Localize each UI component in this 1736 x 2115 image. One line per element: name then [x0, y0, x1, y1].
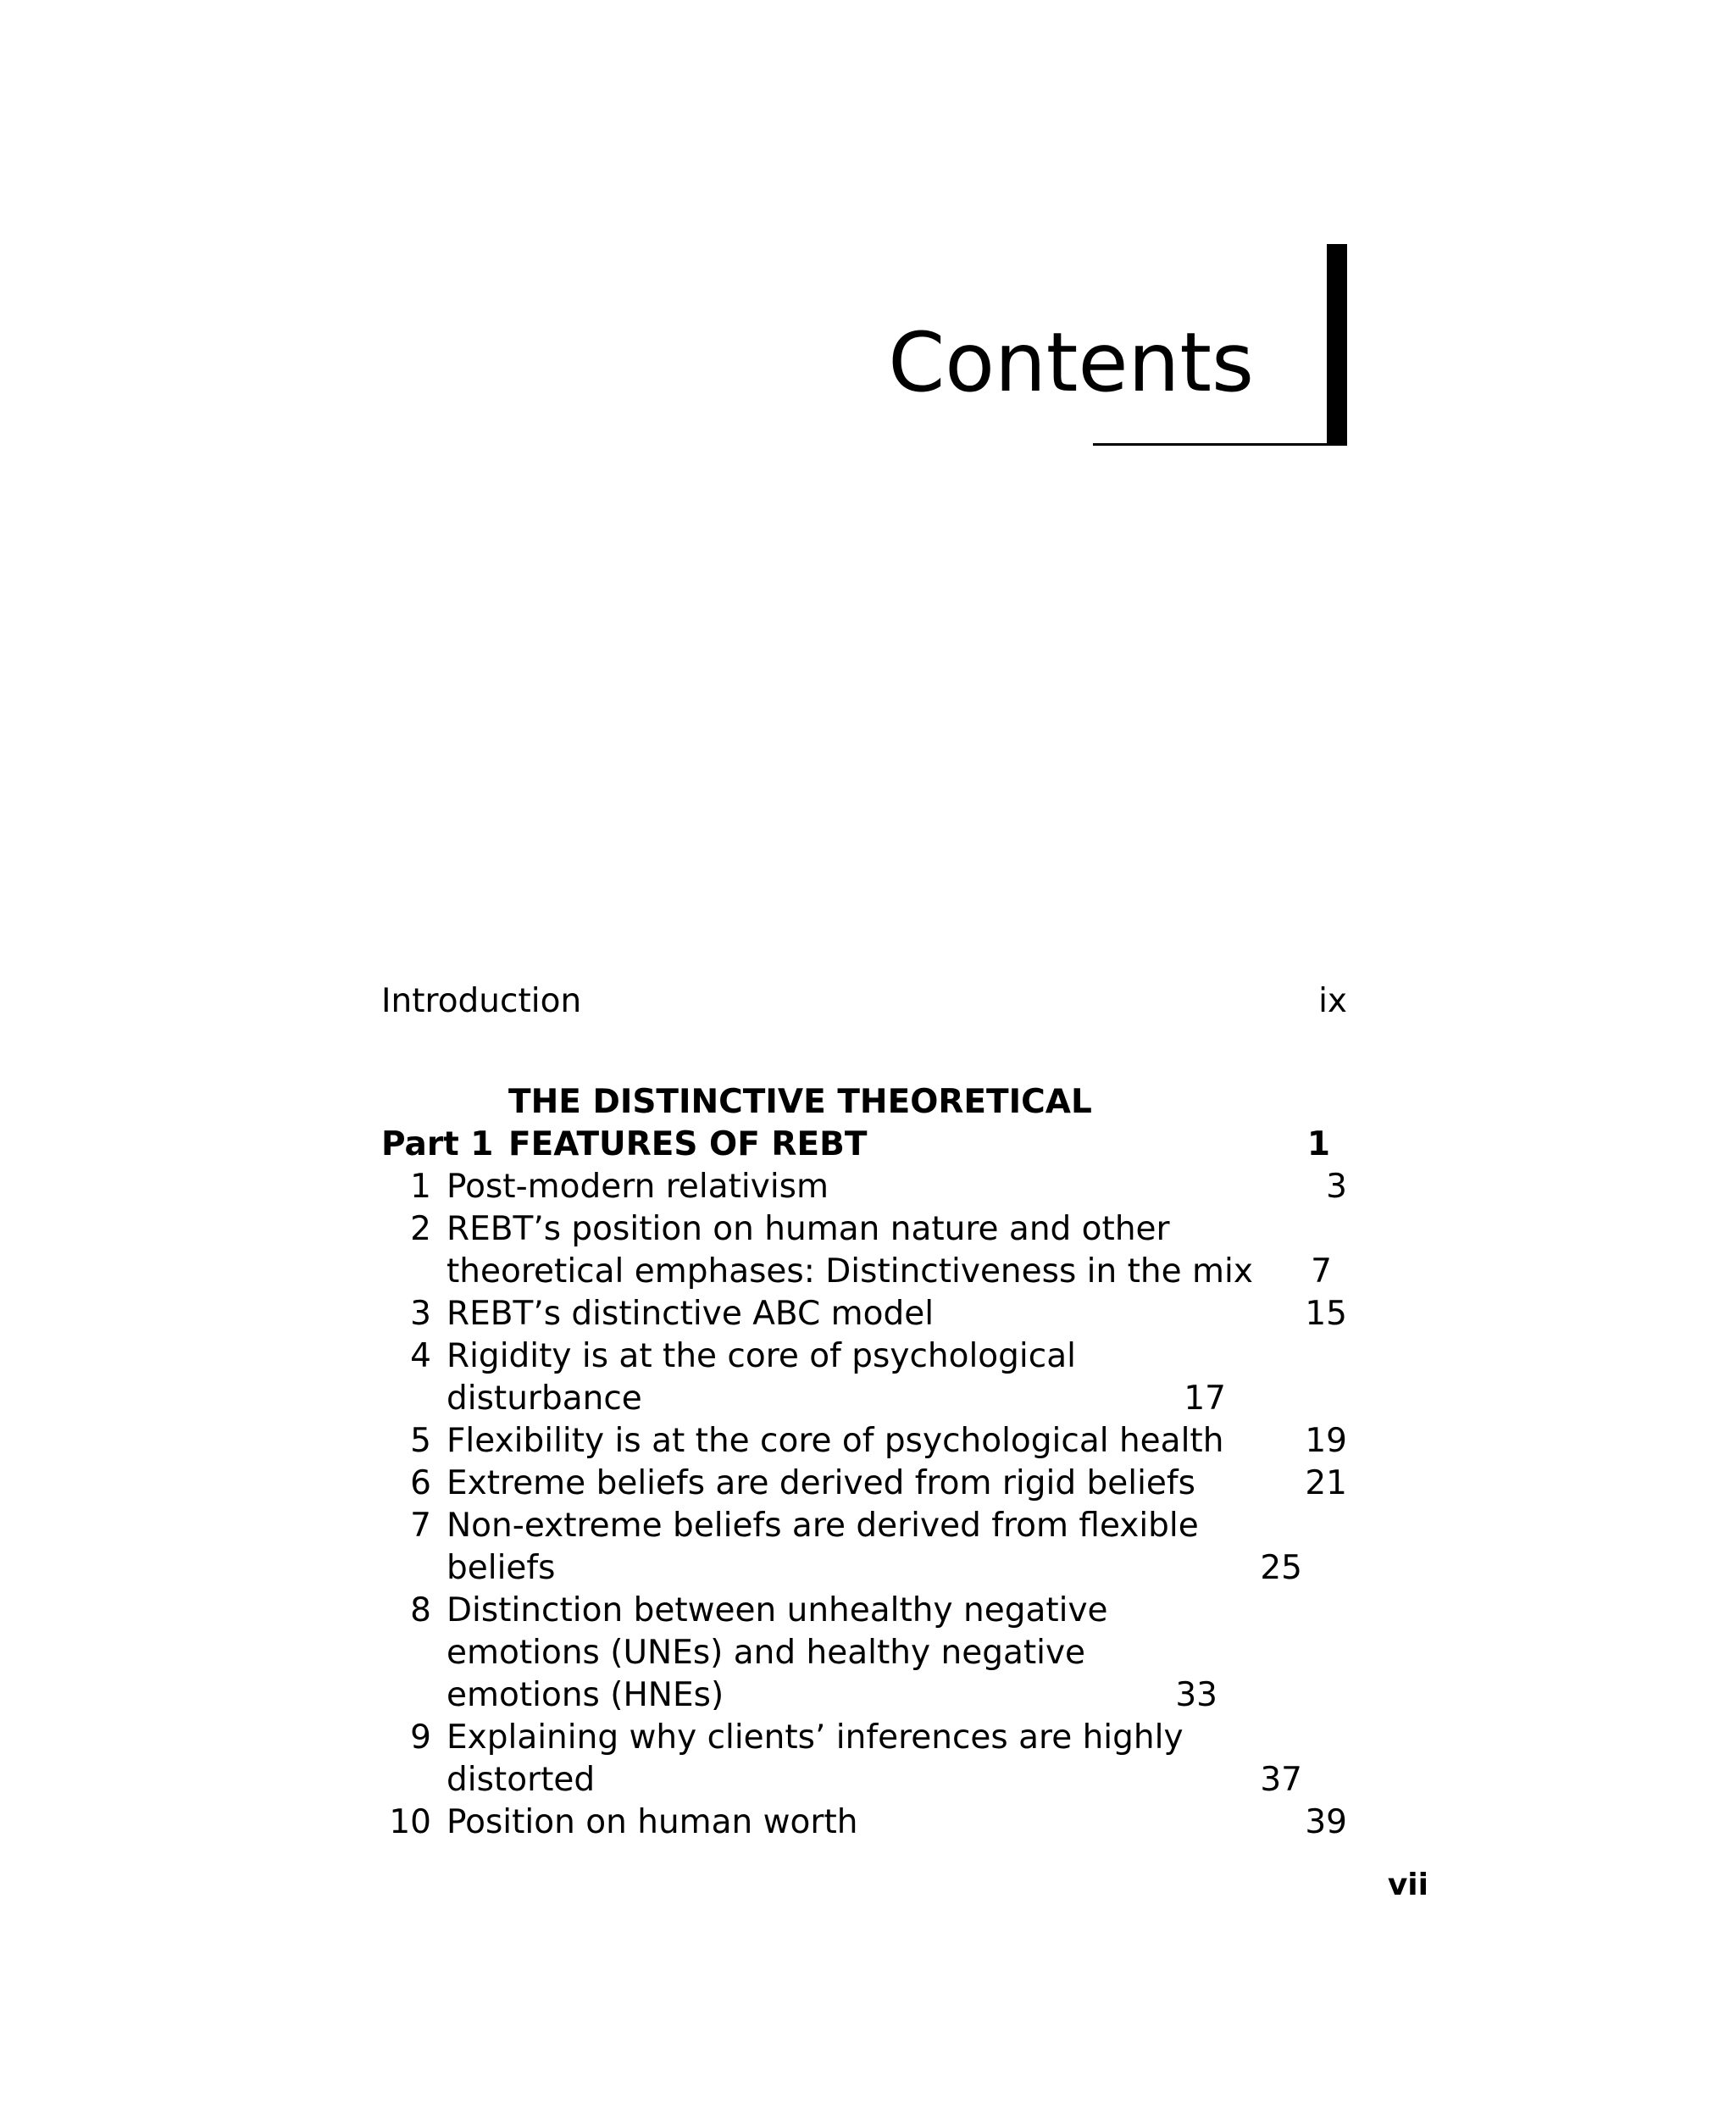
- page-title: Contents: [888, 315, 1254, 410]
- chapter-number: 4: [410, 1337, 431, 1375]
- title-decorative-bar: [1327, 244, 1347, 446]
- chapter-number: 9: [410, 1718, 431, 1757]
- chapter-title: REBT’s distinctive ABC model: [446, 1295, 935, 1333]
- part-page: 1: [1306, 1125, 1330, 1163]
- part-label: Part 1: [381, 1125, 494, 1163]
- chapter-page: 33: [1175, 1676, 1217, 1714]
- chapter-page: 17: [1184, 1379, 1226, 1418]
- toc-chapter-10[interactable]: [381, 1801, 1347, 1844]
- chapter-number: 2: [410, 1210, 431, 1248]
- chapter-page: 7: [1311, 1252, 1332, 1291]
- chapter-page: 15: [1305, 1295, 1347, 1333]
- toc-chapter-7[interactable]: [381, 1505, 1347, 1590]
- chapter-title: Non-extreme beliefs are derived from flexible beliefs: [446, 1507, 1199, 1587]
- chapter-page: 39: [1305, 1803, 1347, 1841]
- toc-part-heading[interactable]: [381, 1081, 1347, 1166]
- chapter-page: 21: [1305, 1464, 1347, 1502]
- toc-chapter-9[interactable]: [381, 1717, 1347, 1801]
- toc-chapter-2[interactable]: [381, 1208, 1347, 1293]
- toc-entry-title: Introduction: [381, 982, 582, 1020]
- toc-chapter-5[interactable]: [381, 1420, 1347, 1463]
- chapter-number: 1: [410, 1168, 431, 1206]
- title-underline-rule: [1093, 443, 1330, 446]
- part-title: THE DISTINCTIVE THEORETICAL FEATURES OF REBT: [508, 1083, 1092, 1163]
- toc-chapter-6[interactable]: [381, 1463, 1347, 1505]
- chapter-page: 37: [1260, 1761, 1302, 1799]
- toc-chapter-3[interactable]: [381, 1293, 1347, 1335]
- chapter-page: 19: [1305, 1422, 1347, 1460]
- chapter-title: Extreme beliefs are derived from rigid beliefs: [446, 1464, 1195, 1502]
- chapter-title: Post-modern relativism: [446, 1168, 829, 1206]
- chapter-title: Flexibility is at the core of psychological health: [446, 1422, 1224, 1460]
- chapter-number: 7: [410, 1507, 431, 1545]
- toc-chapter-4[interactable]: [381, 1335, 1347, 1420]
- toc-chapter-1[interactable]: [381, 1166, 1347, 1208]
- chapter-number: 5: [410, 1422, 431, 1460]
- chapter-page: 3: [1326, 1168, 1347, 1206]
- toc-entry-page: ix: [1318, 982, 1347, 1020]
- chapter-page: 25: [1260, 1549, 1302, 1587]
- chapter-title: Distinction between unhealthy negative emotions (UNEs) and healthy negative emotions (HNEs): [446, 1591, 1108, 1714]
- chapter-number: 10: [389, 1803, 431, 1841]
- chapter-title: Rigidity is at the core of psychological disturbance: [446, 1337, 1076, 1418]
- chapter-number: 3: [410, 1295, 431, 1333]
- toc-entry-introduction[interactable]: [381, 980, 1347, 1023]
- chapter-title: REBT’s position on human nature and other theoretical emphases: Distinctiveness in the mix: [446, 1210, 1253, 1291]
- chapter-number: 6: [410, 1464, 431, 1502]
- chapter-title: Explaining why clients’ inferences are highly distorted: [446, 1718, 1184, 1799]
- chapter-title: Position on human worth: [446, 1803, 858, 1841]
- page-number: vii: [1387, 1868, 1428, 1902]
- toc-chapter-8[interactable]: [381, 1590, 1347, 1717]
- table-of-contents: [381, 980, 1347, 1844]
- chapter-number: 8: [410, 1591, 431, 1629]
